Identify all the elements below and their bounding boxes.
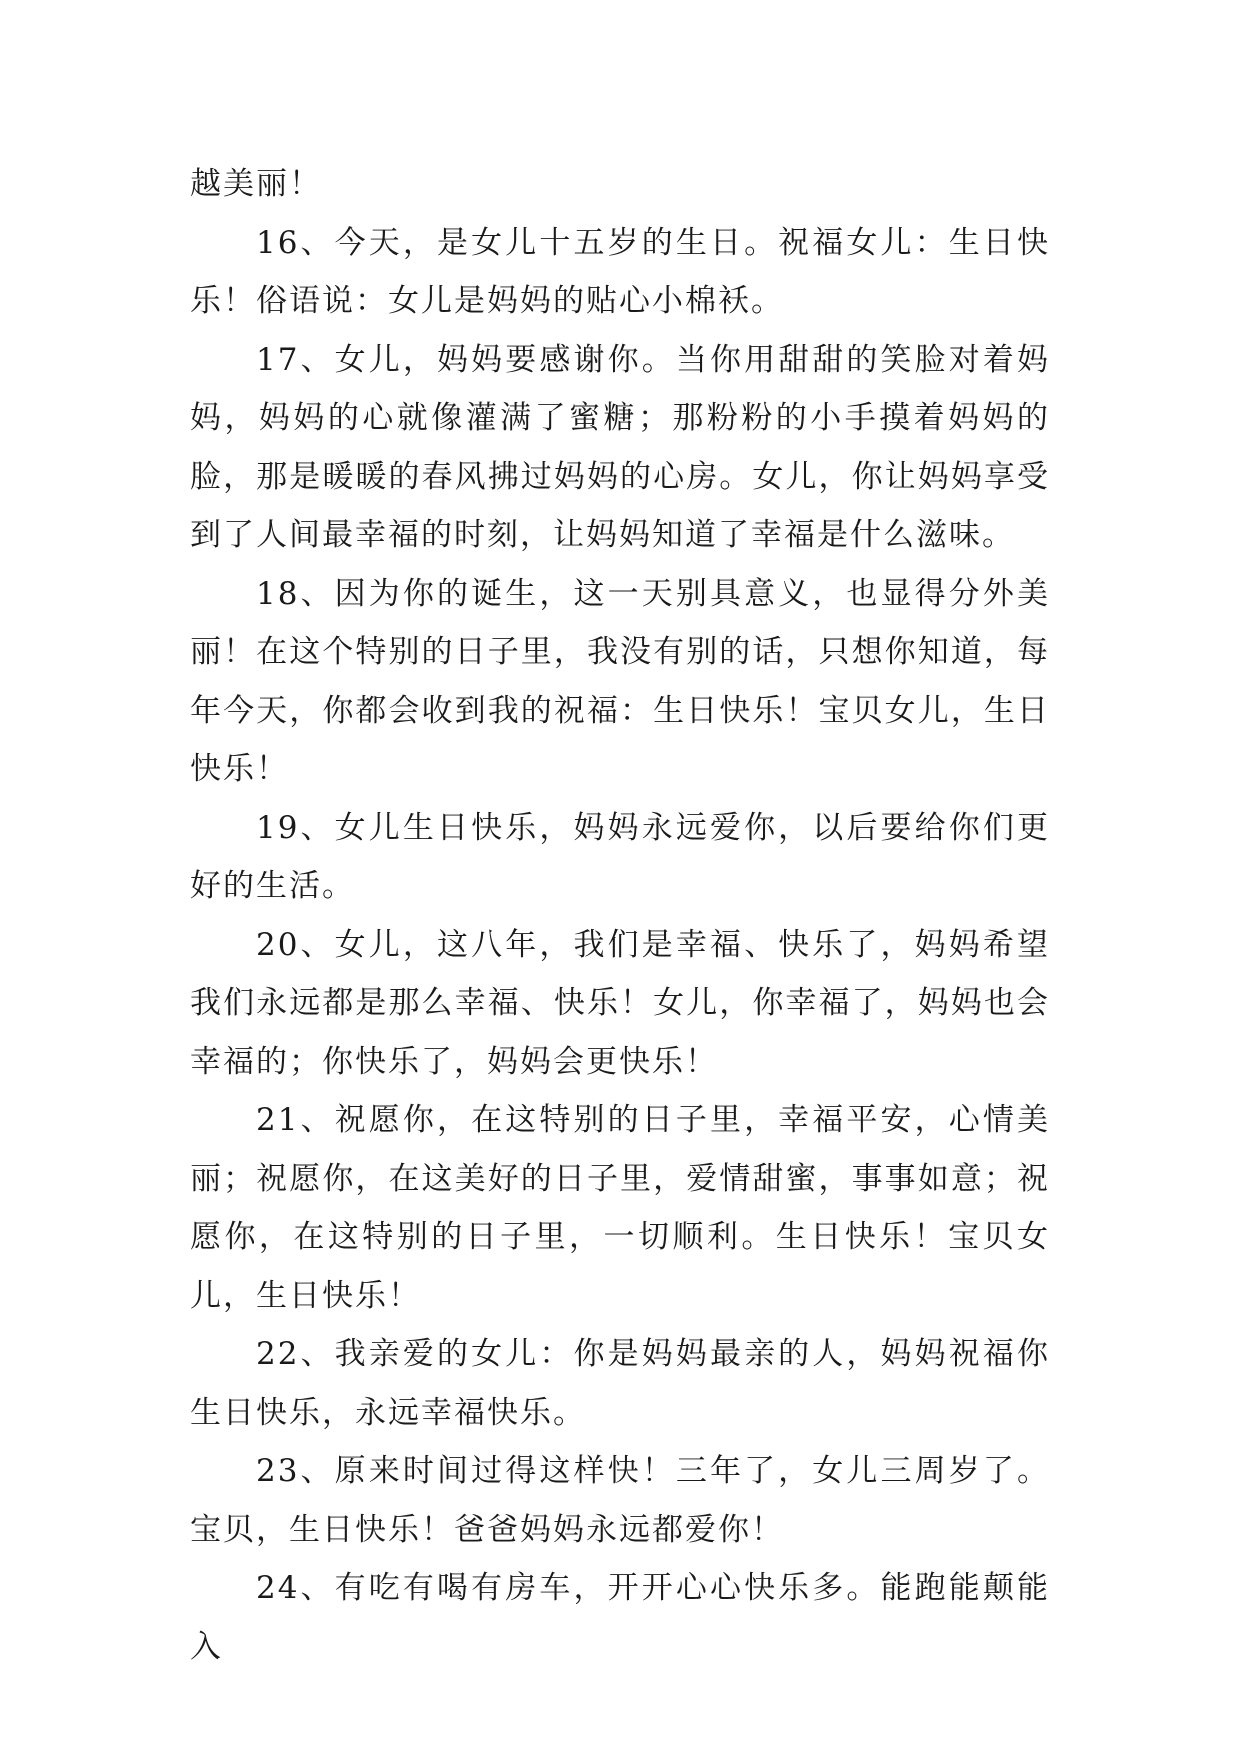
paragraph-17: 17、女儿，妈妈要感谢你。当你用甜甜的笑脸对着妈妈，妈妈的心就像灌满了蜜糖；那粉粉的小手摸着妈妈的脸，那是暖暖的春风拂过妈妈的心房。女儿，你让妈妈享受到了人间最幸福的时刻，让妈妈知道了幸福是什么滋味。 bbox=[190, 341, 1050, 553]
paragraph-21: 21、祝愿你，在这特别的日子里，幸福平安，心情美丽；祝愿你，在这美好的日子里，爱情甜蜜，事事如意；祝愿你，在这特别的日子里，一切顺利。生日快乐！宝贝女儿，生日快乐！ bbox=[190, 1102, 1050, 1314]
document-body bbox=[190, 155, 1050, 1676]
paragraph-19: 19、女儿生日快乐，妈妈永远爱你，以后要给你们更好的生活。 bbox=[190, 809, 1050, 904]
paragraph-18: 18、因为你的诞生，这一天别具意义，也显得分外美丽！在这个特别的日子里，我没有别的话，只想你知道，每年今天，你都会收到我的祝福：生日快乐！宝贝女儿，生日快乐！ bbox=[190, 575, 1050, 787]
paragraph-16: 16、今天，是女儿十五岁的生日。祝福女儿：生日快乐！俗语说：女儿是妈妈的贴心小棉袄。 bbox=[190, 224, 1050, 319]
paragraph-24: 24、有吃有喝有房车，开开心心快乐多。能跑能颠能入 bbox=[190, 1570, 1050, 1665]
paragraph-continuation: 越美丽！ bbox=[190, 166, 322, 202]
paragraph-22: 22、我亲爱的女儿：你是妈妈最亲的人，妈妈祝福你生日快乐，永远幸福快乐。 bbox=[190, 1336, 1050, 1431]
paragraph-23: 23、原来时间过得这样快！三年了，女儿三周岁了。宝贝，生日快乐！爸爸妈妈永远都爱你！ bbox=[190, 1453, 1050, 1548]
paragraph-20: 20、女儿，这八年，我们是幸福、快乐了，妈妈希望我们永远都是那么幸福、快乐！女儿，你幸福了，妈妈也会幸福的；你快乐了，妈妈会更快乐！ bbox=[190, 926, 1050, 1080]
